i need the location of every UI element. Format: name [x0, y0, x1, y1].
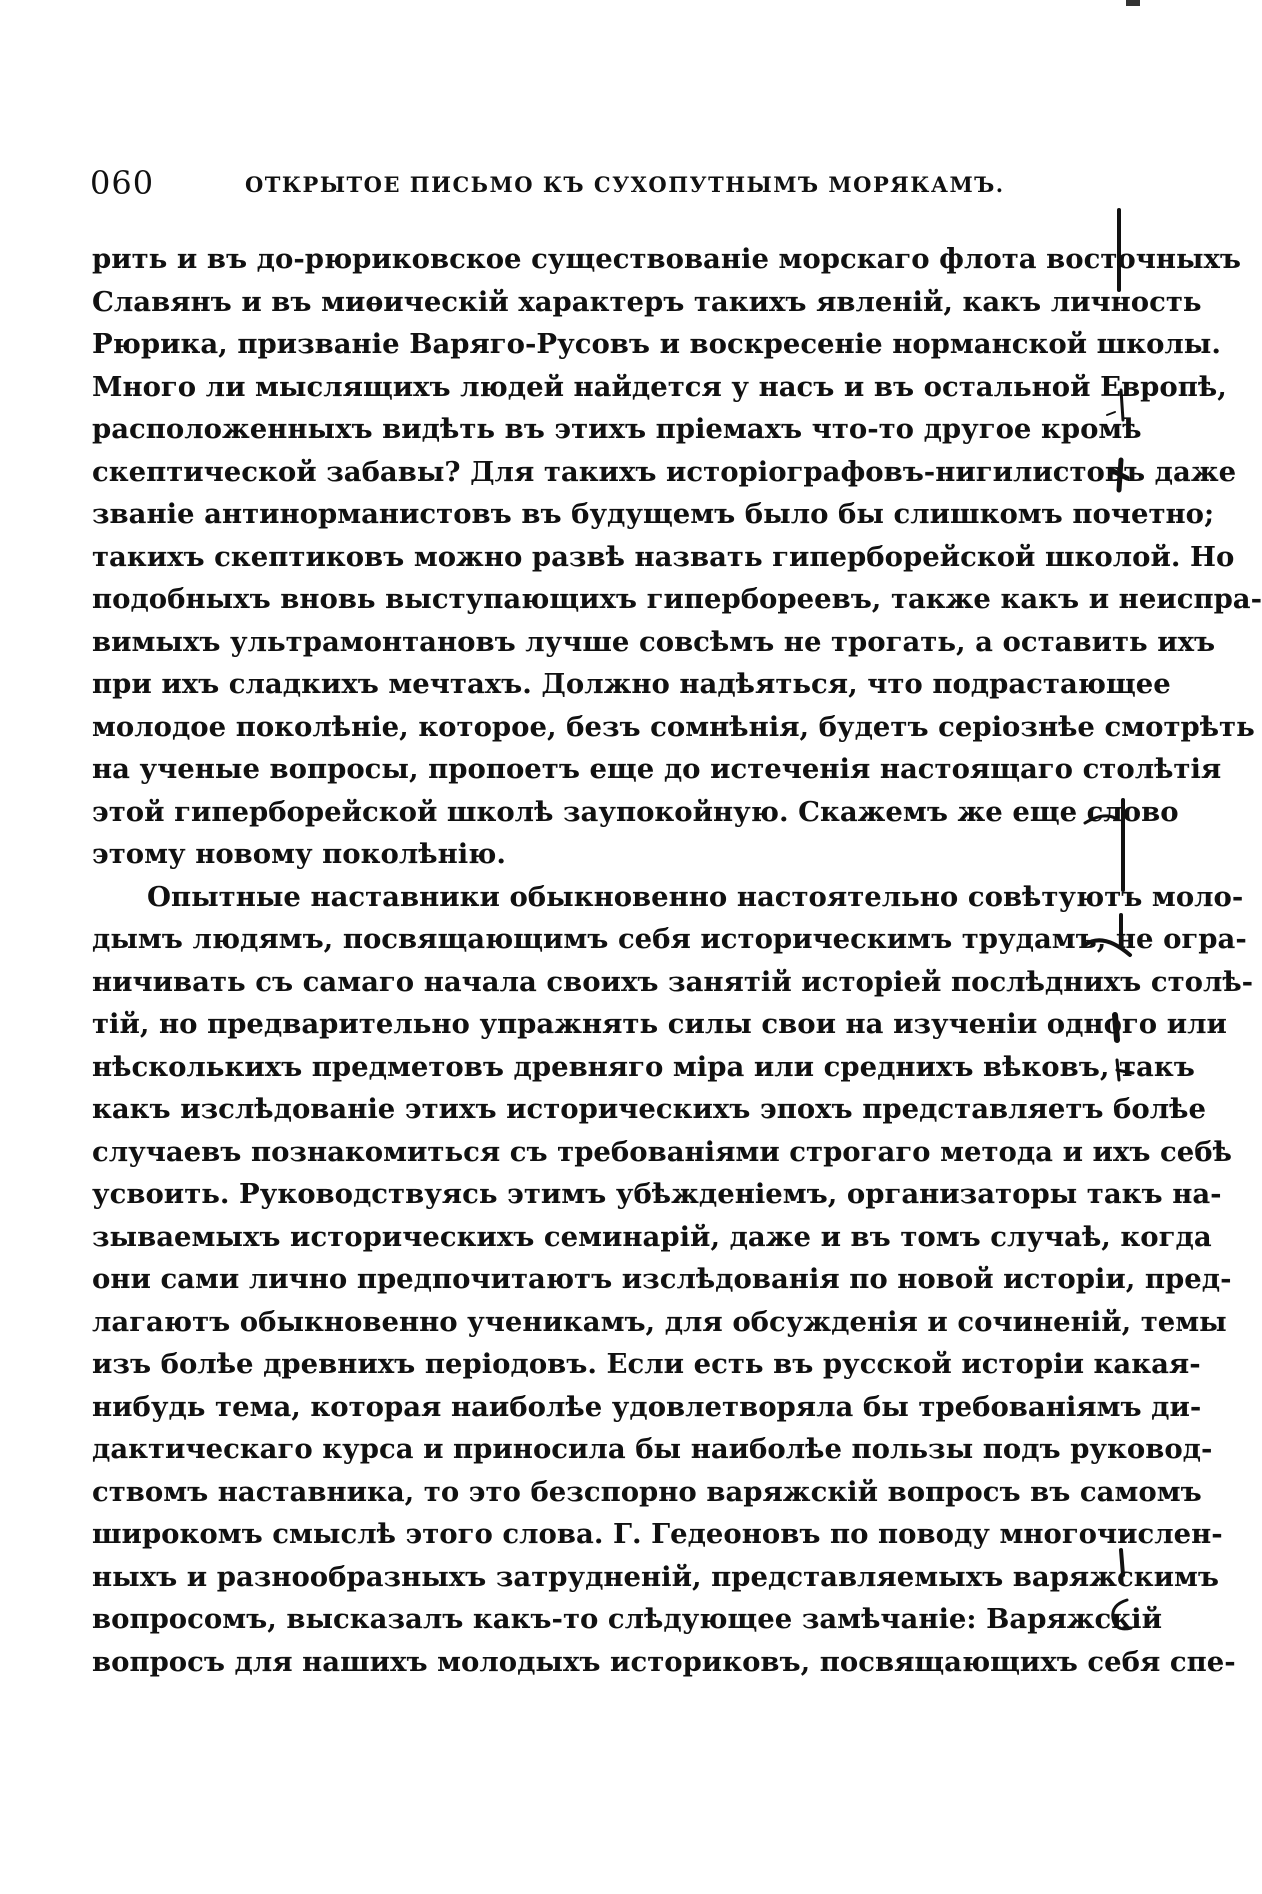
text-line: дымъ людямъ, посвящающимъ себя историческимъ трудамъ, не огра- — [92, 923, 1247, 955]
text-line: зываемыхъ историческихъ семинарій, даже и въ томъ случаѣ, когда — [92, 1220, 1212, 1253]
text-line: скептической забавы? Для такихъ исторіографовъ-нигилистовъ даже — [92, 455, 1237, 488]
text-line: званіе антинорманистовъ въ будущемъ было бы слишкомъ почетно; — [92, 498, 1215, 530]
paragraph-first-line: Опытные наставники обыкновенно настоятельно совѣтуютъ моло- — [147, 880, 1244, 913]
running-head: ОТКРЫТОЕ ПИСЬМО КЪ СУХОПУТНЫМЪ МОРЯКАМЪ. — [245, 172, 1005, 197]
text-line: изъ болѣе древнихъ періодовъ. Если есть въ русской исторіи какая- — [92, 1348, 1201, 1380]
text-line: этой гиперборейской школѣ заупокойную. Скажемъ же еще слово — [92, 795, 1179, 828]
text-line: ствомъ наставника, то это безспорно варяжскій вопросъ въ самомъ — [92, 1475, 1202, 1508]
text-line: вимыхъ ультрамонтановъ лучше совсѣмъ не трогать, а оставить ихъ — [92, 625, 1216, 658]
text-line: Рюрика, призваніе Варяго-Русовъ и воскресеніе норманской школы. — [92, 328, 1221, 360]
margin-mark — [1115, 1015, 1117, 1040]
margin-mark — [1085, 940, 1130, 955]
text-line: на ученые вопросы, пропоетъ еще до истеченія настоящаго столѣтія — [92, 753, 1222, 785]
text-line: при ихъ сладкихъ мечтахъ. Должно надѣяться, что подрастающее — [92, 668, 1171, 700]
text-line: Много ли мыслящихъ людей найдется у насъ и въ остальной Европѣ, — [92, 370, 1227, 403]
text-line: Славянъ и въ миѳическій характеръ такихъ явленій, какъ личность — [92, 285, 1202, 318]
text-line: ничивать съ самаго начала своихъ занятій исторіей послѣднихъ столѣ- — [92, 965, 1254, 998]
text-line: нибудь тема, которая наиболѣе удовлетворяла бы требованіямъ ди- — [92, 1390, 1202, 1423]
margin-annotations — [1075, 180, 1135, 1780]
text-line: дактическаго курса и приносила бы наиболѣе пользы подъ руковод- — [92, 1433, 1213, 1465]
text-line: усвоить. Руководствуясь этимъ убѣжденіемъ, организаторы такъ на- — [92, 1178, 1222, 1210]
text-line: лагаютъ обыкновенно ученикамъ, для обсужденія и сочиненій, темы — [92, 1305, 1227, 1338]
text-line: случаевъ познакомиться съ требованіями строгаго метода и ихъ себѣ — [92, 1135, 1232, 1168]
text-line: вопросъ для нашихъ молодыхъ историковъ, посвящающихъ себя спе- — [92, 1645, 1236, 1678]
text-line: молодое поколѣніе, которое, безъ сомнѣнія, будетъ серіознѣе смотрѣть — [92, 710, 1255, 743]
margin-mark — [1121, 1550, 1123, 1575]
text-line: нѣсколькихъ предметовъ древняго міра или среднихъ вѣковъ, такъ — [92, 1050, 1195, 1083]
text-line: тій, но предварительно упражнять силы свои на изученіи одного или — [92, 1008, 1227, 1040]
text-line: какъ изслѣдованіе этихъ историческихъ эпохъ представляетъ болѣе — [92, 1093, 1206, 1125]
body-text — [92, 238, 1262, 1683]
text-line: ныхъ и разнообразныхъ затрудненій, представляемыхъ варяжскимъ — [92, 1560, 1219, 1593]
page-number: 060 — [90, 164, 155, 202]
margin-mark — [1085, 816, 1115, 823]
text-line: этому новому поколѣнію. — [92, 838, 506, 870]
text-line: такихъ скептиковъ можно развѣ назвать гиперборейской школой. Но — [92, 540, 1235, 573]
text-line: рить и въ до-рюриковское существованіе морскаго флота восточныхъ — [92, 243, 1242, 275]
text-line: подобныхъ вновь выступающихъ гипербореевъ, также какъ и неиспра- — [92, 583, 1262, 615]
margin-mark — [1111, 460, 1127, 490]
margin-mark — [1113, 1600, 1131, 1629]
scan-edge-mark — [1126, 0, 1140, 6]
text-line: вопросомъ, высказалъ какъ-то слѣдующее замѣчаніе: Варяжскій — [92, 1603, 1162, 1635]
text-line: они сами лично предпочитаютъ изслѣдованія по новой исторіи, пред- — [92, 1263, 1232, 1295]
margin-mark — [1107, 412, 1115, 415]
text-line: широкомъ смыслѣ этого слова. Г. Гедеоновъ по поводу многочислен- — [92, 1518, 1223, 1550]
text-line: расположенныхъ видѣть въ этихъ пріемахъ что-то другое кромѣ — [92, 413, 1142, 445]
margin-mark — [1117, 1060, 1133, 1080]
margin-mark — [1121, 390, 1123, 420]
